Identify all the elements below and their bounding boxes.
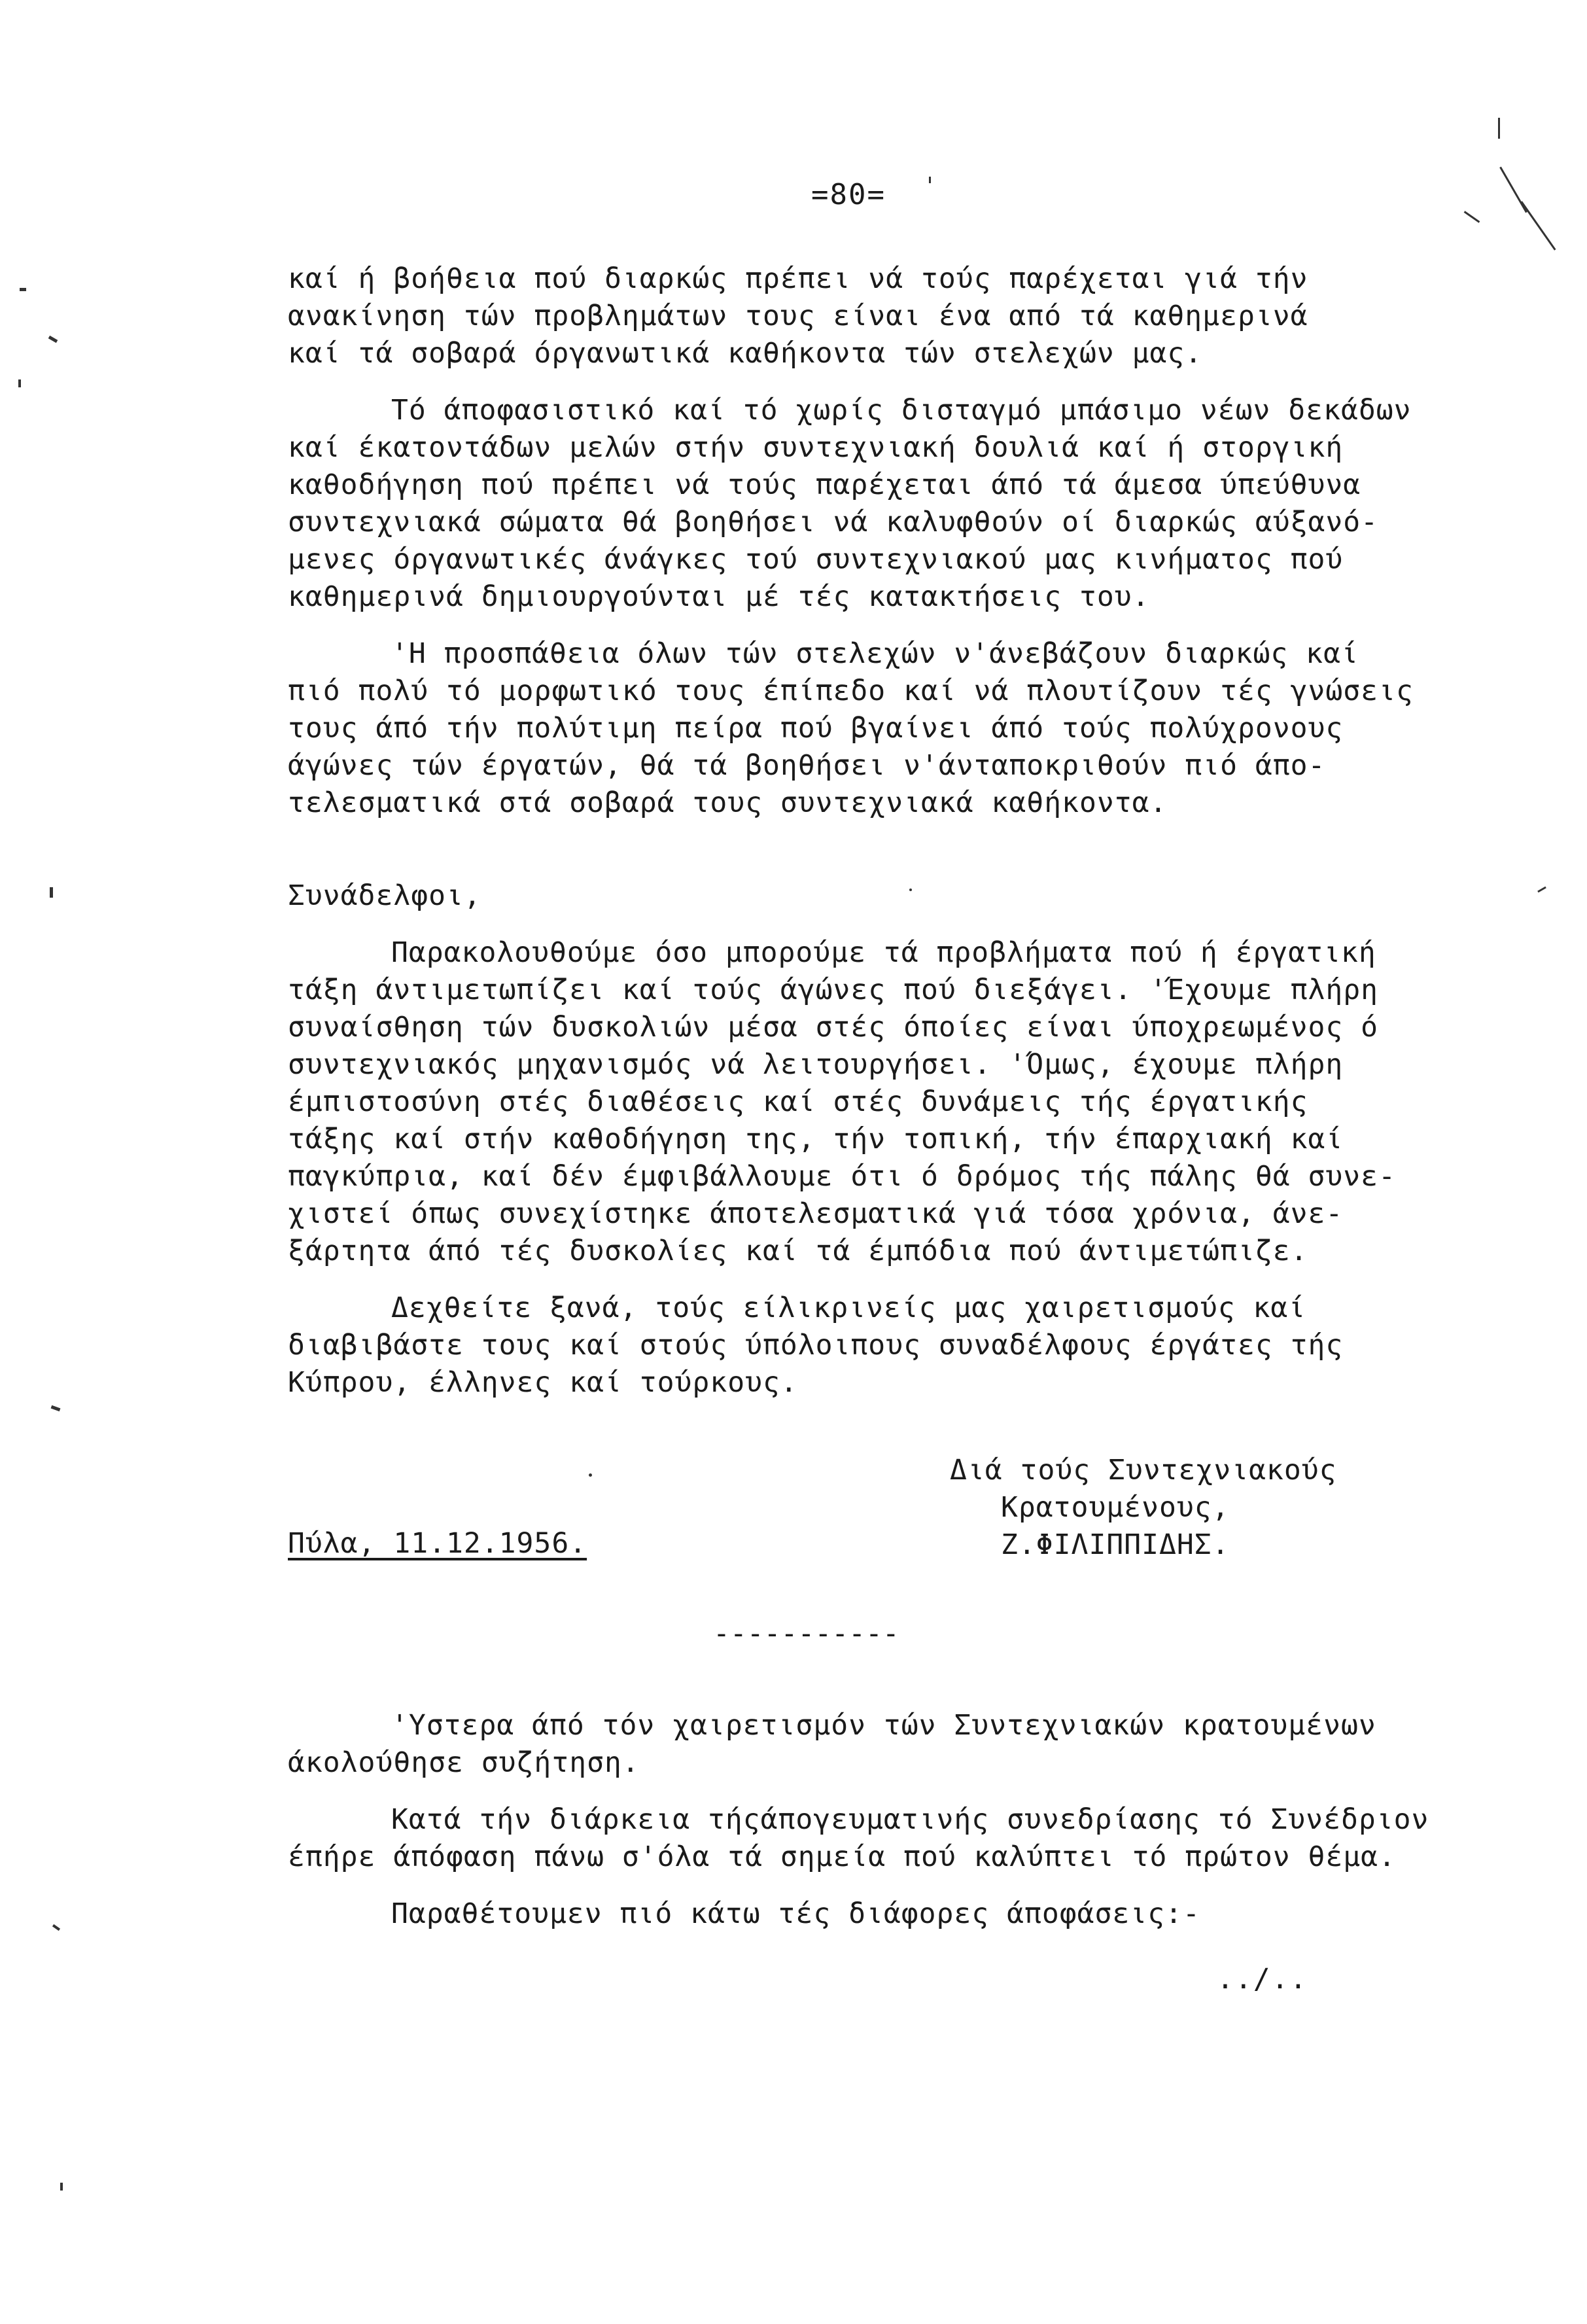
paragraph4-line: συναίσθηση τών δυσκολιών μέσα στές όποίες είναι ύποχρεωμένος ό <box>288 1011 1379 1044</box>
scan-mark <box>1464 211 1480 223</box>
paragraph6-line: 'Υστερα άπό τόν χαιρετισμόν τών Συντεχνιακών κρατουμένων <box>391 1709 1376 1742</box>
separator: ----------- <box>713 1617 899 1650</box>
paragraph5-line: διαβιβάστε τους καί στούς ύπόλοιπους συναδέλφους έργάτες τής <box>288 1329 1344 1362</box>
paragraph2-line: καί έκατοντάδων μελών στήν συντεχνιακή δουλιά καί ή στοργική <box>288 431 1344 464</box>
paragraph3-line: τελεσματικά στά σοβαρά τους συντεχνιακά καθήκοντα. <box>288 786 1168 819</box>
scan-mark <box>52 1924 60 1931</box>
signature-line-2: Κρατουμένους, <box>1001 1491 1230 1524</box>
salutation: Συνάδελφοι, <box>288 879 481 912</box>
paragraph4-line: τάξης καί στήν καθοδήγηση της, τήν τοπική, τήν έπαρχιακή καί <box>288 1123 1344 1155</box>
paragraph2-line: καθοδήγηση πού πρέπει νά τούς παρέχεται άπό τά άμεσα ύπεύθυνα <box>288 468 1361 501</box>
paragraph3-line: 'Η προσπάθεια όλων τών στελεχών ν'άνεβάζουν διαρκώς καί <box>391 637 1359 670</box>
scan-mark <box>51 1405 61 1411</box>
paragraph1-line: καί τά σοβαρά όργανωτικά καθήκοντα τών στελεχών μας. <box>288 337 1203 370</box>
place-date: Πύλα, 11.12.1956. <box>288 1527 587 1560</box>
paragraph2-line: Τό άποφασιστικό καί τό χωρίς δισταγμό μπάσιμο νέων δεκάδων <box>391 394 1412 427</box>
paragraph3-line: πιό πολύ τό μορφωτικό τους έπίπεδο καί νά πλουτίζουν τές γνώσεις <box>288 675 1414 707</box>
scan-mark <box>909 889 912 891</box>
paragraph2-line: καθημερινά δημιουργούνται μέ τές κατακτήσεις του. <box>288 580 1150 613</box>
scan-mark <box>60 2183 63 2191</box>
paragraph1-line: καί ή βοήθεια πού διαρκώς πρέπει νά τούς παρέχεται γιά τήν <box>288 262 1308 295</box>
page-number: =80= <box>811 178 886 211</box>
paragraph4-line: παγκύπρια, καί δέν έμφιβάλλουμε ότι ό δρόμος τής πάλης θά συνε- <box>288 1160 1396 1193</box>
paragraph5-line: Δεχθείτε ξανά, τούς είλικρινείς μας χαιρετισμούς καί <box>391 1292 1306 1324</box>
scan-mark <box>1520 201 1556 250</box>
paragraph3-line: άγώνες τών έργατών, θά τά βοηθήσει ν'άνταποκριθούν πιό άπο- <box>288 749 1326 782</box>
scan-mark <box>50 887 53 898</box>
paragraph7-line: Κατά τήν διάρκεια τήςάπογευματινής συνεδρίασης τό Συνέδριον <box>391 1803 1429 1836</box>
continuation-mark: ../.. <box>1217 1963 1308 1996</box>
paragraph3-line: τους άπό τήν πολύτιμη πείρα πού βγαίνει άπό τούς πολύχρονους <box>288 712 1344 745</box>
paragraph4-line: Παρακολουθούμε όσο μπορούμε τά προβλήματα πού ή έργατική <box>391 936 1376 969</box>
paragraph4-line: ξάρτητα άπό τές δυσκολίες καί τά έμπόδια πού άντιμετώπιζε. <box>288 1235 1308 1267</box>
signature-line-1: Διά τούς Συντεχνιακούς <box>950 1454 1337 1487</box>
paragraph4-line: χιστεί όπως συνεχίστηκε άποτελεσματικά γιά τόσα χρόνια, άνε- <box>288 1197 1344 1230</box>
scan-mark <box>48 336 58 343</box>
scan-mark <box>589 1473 592 1477</box>
paragraph5-line: Κύπρου, έλληνες καί τούρκους. <box>288 1366 798 1399</box>
paragraph2-line: συντεχνιακά σώματα θά βοηθήσει νά καλυφθούν οί διαρκώς αύξανό- <box>288 506 1379 538</box>
paragraph6-line: άκολούθησε συζήτηση. <box>288 1746 640 1779</box>
scan-mark <box>1537 887 1546 893</box>
scan-mark <box>929 177 931 183</box>
paragraph1-line: ανακίνηση τών προβλημάτων τους είναι ένα από τά καθημερινά <box>288 300 1308 332</box>
scan-mark <box>1498 118 1500 139</box>
scan-mark <box>18 379 21 387</box>
paragraph2-line: μενες όργανωτικές άνάγκες τού συντεχνιακού μας κινήματος πού <box>288 543 1344 576</box>
signature-name: Ζ.ΦΙΛΙΠΠΙΔΗΣ. <box>1001 1528 1230 1561</box>
paragraph7-line: έπήρε άπόφαση πάνω σ'όλα τά σημεία πού καλύπτει τό πρώτον θέμα. <box>288 1840 1396 1873</box>
paragraph4-line: τάξη άντιμετωπίζει καί τούς άγώνες πού διεξάγει. 'Έχουμε πλήρη <box>288 974 1379 1006</box>
paragraph8-line: Παραθέτουμεν πιό κάτω τές διάφορες άποφάσεις:- <box>391 1897 1200 1930</box>
paragraph4-line: έμπιστοσύνη στές διαθέσεις καί στές δυνάμεις τής έργατικής <box>288 1085 1308 1118</box>
scan-mark <box>20 288 26 291</box>
paragraph4-line: συντεχνιακός μηχανισμός νά λειτουργήσει. 'Όμως, έχουμε πλήρη <box>288 1048 1344 1081</box>
